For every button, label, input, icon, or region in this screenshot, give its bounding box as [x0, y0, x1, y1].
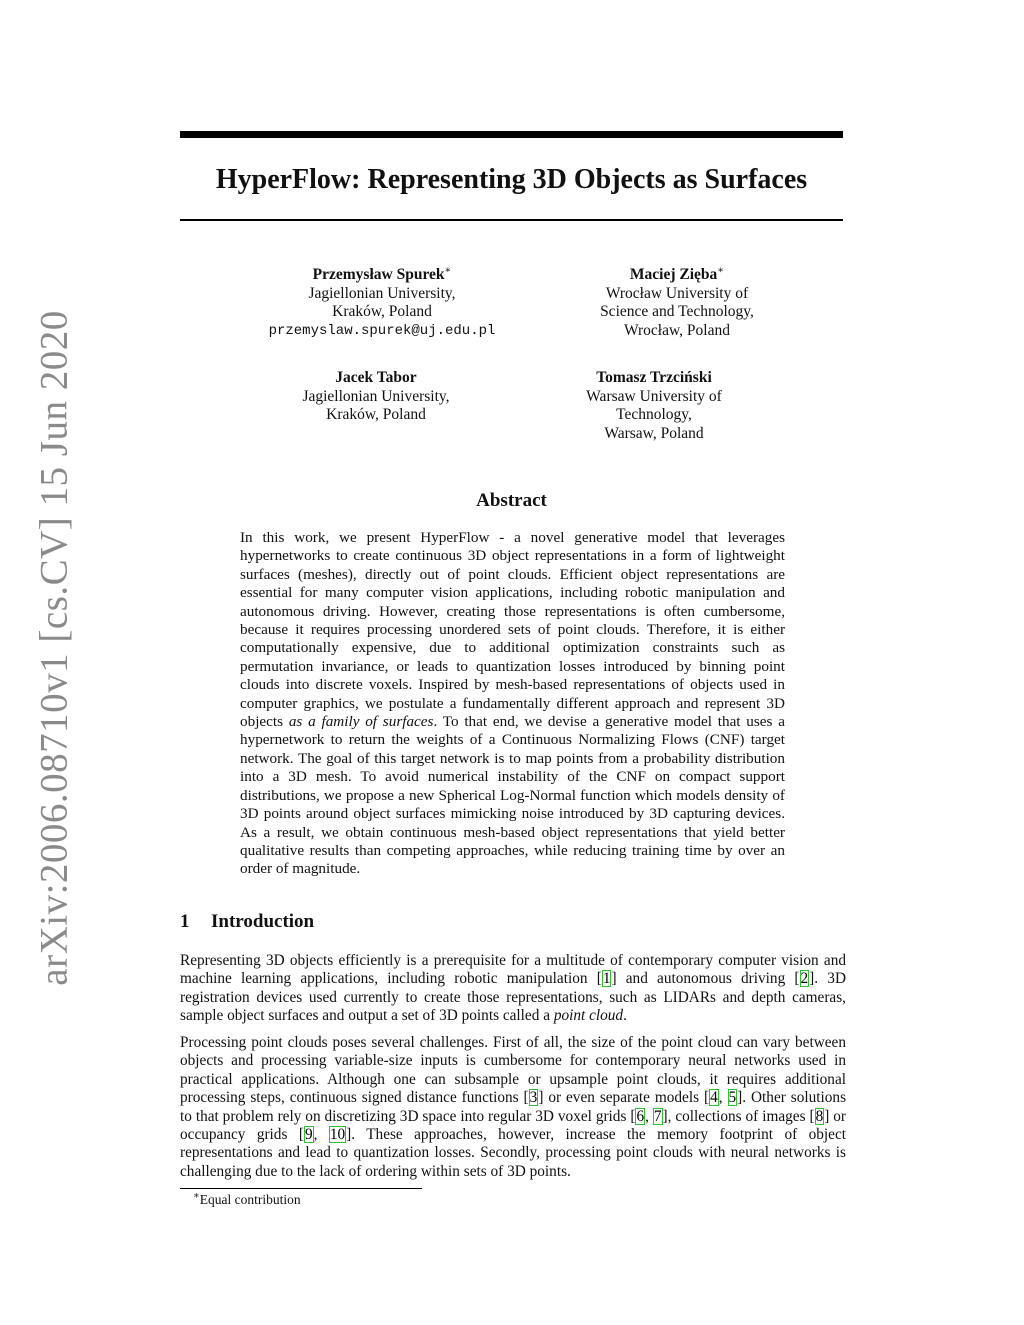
author-name: Maciej Zięba — [629, 266, 718, 283]
author-location: Wrocław, Poland — [624, 321, 730, 339]
citation-link[interactable]: 3 — [529, 1089, 538, 1107]
citation-link[interactable]: 2 — [800, 970, 809, 988]
section-heading — [180, 909, 314, 935]
intro-paragraph: Processing point clouds poses several challenges. First of all, the size of the point cloud can vary between objects and processing variable-size inputs is cumbersome for contemporary neural networks used in practical applications. Although one can subsample or upsample point clouds, it requires additional processing steps, continuous signed distance functions [3] or even separate models [4, 5]. Other solutions to that problem rely on discretizing 3D space into regular 3D voxel grids [6, 7], collections of images [8] or occupancy grids [9, 10]. These approaches, however, increase the memory footprint of object representations and lead to quantization losses. Secondly, processing point clouds with neural networks is challenging due to the lack of ordering within sets of 3D points. — [180, 1034, 847, 1180]
citation-link[interactable]: 9 — [304, 1126, 313, 1144]
author-affiliation: Warsaw University of — [586, 387, 722, 405]
equal-contribution-mark: ∗ — [717, 264, 725, 276]
title-top-rule — [180, 131, 843, 138]
author-affiliation: Technology, — [616, 406, 692, 423]
author-affiliation: Jagiellonian University, — [308, 284, 456, 302]
author-name: Jacek Tabor — [335, 369, 417, 386]
term-emphasis: point cloud — [553, 1007, 624, 1025]
abstract-heading: Abstract — [476, 490, 547, 511]
author-email-link[interactable]: przemyslaw.spurek@uj.edu.pl — [268, 322, 496, 339]
citation-link[interactable]: 10 — [329, 1126, 346, 1144]
author-affiliation: Jagiellonian University, — [302, 387, 450, 405]
title-bottom-rule — [180, 219, 843, 221]
footnote — [193, 1191, 301, 1209]
citation-link[interactable]: 8 — [815, 1107, 824, 1125]
equal-contribution-mark: ∗ — [444, 264, 452, 276]
citation-link[interactable]: 4 — [710, 1089, 718, 1107]
author-name: Tomasz Trzciński — [596, 369, 712, 386]
author-affiliation: Wrocław University of — [605, 284, 749, 302]
author-block — [226, 369, 526, 425]
author-name: Przemysław Spurek — [312, 266, 445, 283]
author-location: Kraków, Poland — [326, 406, 426, 423]
abstract-text: In this work, we present HyperFlow - a novel generative model that leverages hypernetworks to create continuous 3D object representations in a form of lightweight surfaces (meshes), directly out of point clouds. Efficient object representations are essential for many computer vision applications, including robotic manipulation and autonomous driving. However, creating those representations is often cumbersome, because it requires processing unordered sets of point clouds. Therefore, it is either computationally expensive, due to additional optimization constraints such as permutation invariance, or leads to quantization losses introduced by binning point clouds into discrete voxels. Inspired by mesh-based representations of objects used in computer graphics, we postulate a fundamentally different approach and represent 3D objects as a family of surfaces. To that end, we devise a generative model that uses a hypernetwork to return the weights of a Continuous Normalizing Flows (CNF) target network. The goal of this target network is to map points from a probability distribution into a 3D mesh. To avoid numerical instability of the CNF on compact support distributions, we propose a new Spherical Log-Normal function which models density of 3D points around object surfaces mimicking noise introduced by 3D capturing devices. As a result, we obtain continuous mesh-based object representations that yield better qualitative results than competing approaches, while reducing training time by over an order of magnitude. — [240, 529, 785, 878]
author-block — [504, 369, 804, 443]
author-block — [527, 266, 827, 340]
arxiv-identifier: arXiv:2006.08710v1 [cs.CV] 15 Jun 2020 — [32, 310, 76, 986]
footnote-rule — [180, 1188, 422, 1189]
citation-link[interactable]: 6 — [636, 1107, 645, 1125]
citation-link[interactable]: 5 — [728, 1089, 737, 1107]
author-location: Warsaw, Poland — [604, 424, 704, 442]
citation-link[interactable]: 7 — [653, 1107, 662, 1125]
footnote-mark: ∗ — [193, 1190, 200, 1202]
author-affiliation: Science and Technology, — [600, 303, 754, 320]
citation-link[interactable]: 1 — [602, 970, 611, 988]
section-title: Introduction — [211, 911, 315, 932]
section-number: 1 — [180, 911, 190, 932]
author-block — [232, 266, 532, 340]
abstract-emphasis: as a family of surfaces — [288, 713, 434, 731]
footnote-text: Equal contribution — [199, 1192, 301, 1207]
author-location: Kraków, Poland — [332, 303, 432, 320]
paper-title: HyperFlow: Representing 3D Objects as Surfaces — [215, 164, 808, 195]
intro-paragraph: Representing 3D objects efficiently is a prerequisite for a multitude of contemporary computer vision and machine learning applications, including robotic manipulation [1] and autonomous driving [2]. 3D registration devices used currently to create those representations, such as LIDARs and depth cameras, sample object surfaces and output a set of 3D points called a point cloud. — [180, 952, 846, 1025]
